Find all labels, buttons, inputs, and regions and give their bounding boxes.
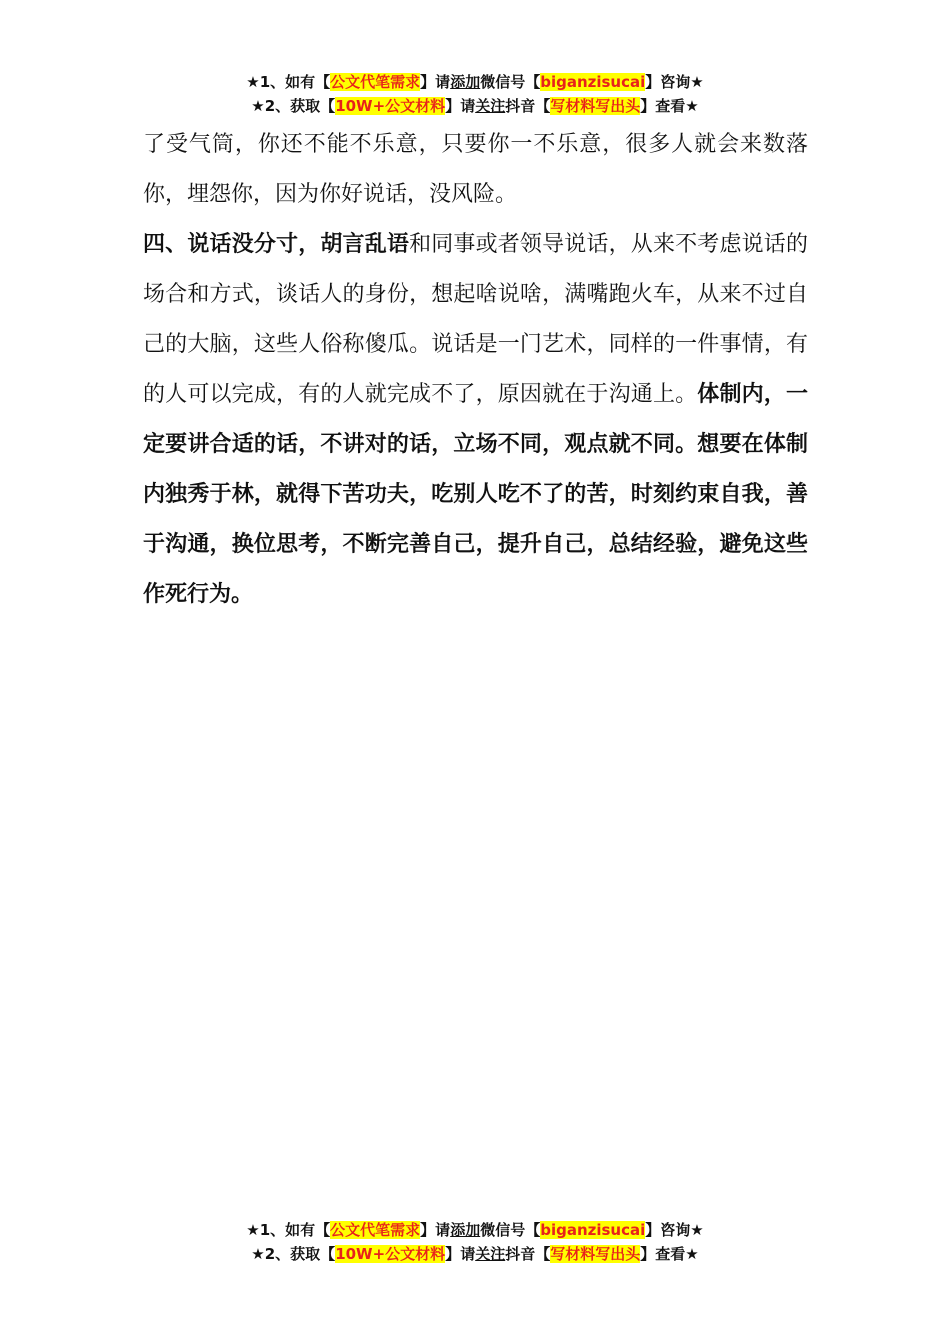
banner-line-1 (0, 1218, 950, 1242)
banner-text: 微信号【 (480, 73, 541, 91)
paragraph-bold-conclusion: 体制内，一定要讲合适的话，不讲对的话，立场不同，观点就不同。想要在体制内独秀于林，就得下苦功夫，吃别人吃不了的苦，时刻约束自我，善于沟通，换位思考，不断完善自己，提升自己，总结经验，避免这些作死行为。 (143, 382, 808, 607)
banner-text: 抖音【 (505, 97, 551, 115)
paragraph-2 (143, 220, 808, 620)
paragraph-1: 了受气筒，你还不能不乐意，只要你一不乐意，很多人就会来数落你，埋怨你，因为你好说话，没风险。 (143, 132, 808, 207)
banner-highlight-douyin-account: 写材料写出头 (550, 1245, 641, 1263)
banner-highlight-service: 公文代笔需求 (330, 73, 421, 91)
banner-text: ★2、获取【 (251, 1245, 336, 1263)
banner-text: 】请 (420, 1221, 451, 1239)
banner-text: ★1、如有【 (246, 1221, 331, 1239)
banner-highlight-douyin-account: 写材料写出头 (550, 97, 641, 115)
banner-text: ★1、如有【 (246, 73, 331, 91)
paragraph-text: 和同事或者领导说话，从来不考虑说话的场合和方式，谈话人的身份，想起啥说啥，满嘴跑火车，从来不过自己的大脑，这些人俗称傻瓜。说话是一门艺术，同样的一件事情，有的人可以完成，有的人就完成不了，原因就在于沟通上。 (143, 232, 808, 407)
banner-highlight-wechat-id: biganzisucai (540, 1221, 646, 1239)
banner-text: 抖音【 (505, 1245, 551, 1263)
banner-line-2 (0, 94, 950, 118)
document-body (143, 120, 808, 620)
banner-text: 】咨询★ (645, 1221, 704, 1239)
banner-text: 】查看★ (640, 97, 699, 115)
banner-text: ★2、获取【 (251, 97, 336, 115)
footer-banner (0, 1218, 950, 1266)
banner-text: 微信号【 (480, 1221, 541, 1239)
header-banner (0, 70, 950, 118)
banner-line-2 (0, 1242, 950, 1266)
banner-underline-add: 添加 (450, 73, 481, 91)
banner-line-1 (0, 70, 950, 94)
banner-text: 】查看★ (640, 1245, 699, 1263)
banner-underline-follow: 关注 (475, 1245, 506, 1263)
banner-text: 】咨询★ (645, 73, 704, 91)
banner-text: 】请 (445, 97, 476, 115)
banner-highlight-materials: 10W+公文材料 (335, 97, 446, 115)
banner-highlight-materials: 10W+公文材料 (335, 1245, 446, 1263)
banner-underline-add: 添加 (450, 1221, 481, 1239)
banner-highlight-service: 公文代笔需求 (330, 1221, 421, 1239)
banner-text: 】请 (420, 73, 451, 91)
banner-underline-follow: 关注 (475, 97, 506, 115)
section-heading: 四、说话没分寸，胡言乱语 (143, 232, 410, 257)
banner-highlight-wechat-id: biganzisucai (540, 73, 646, 91)
banner-text: 】请 (445, 1245, 476, 1263)
